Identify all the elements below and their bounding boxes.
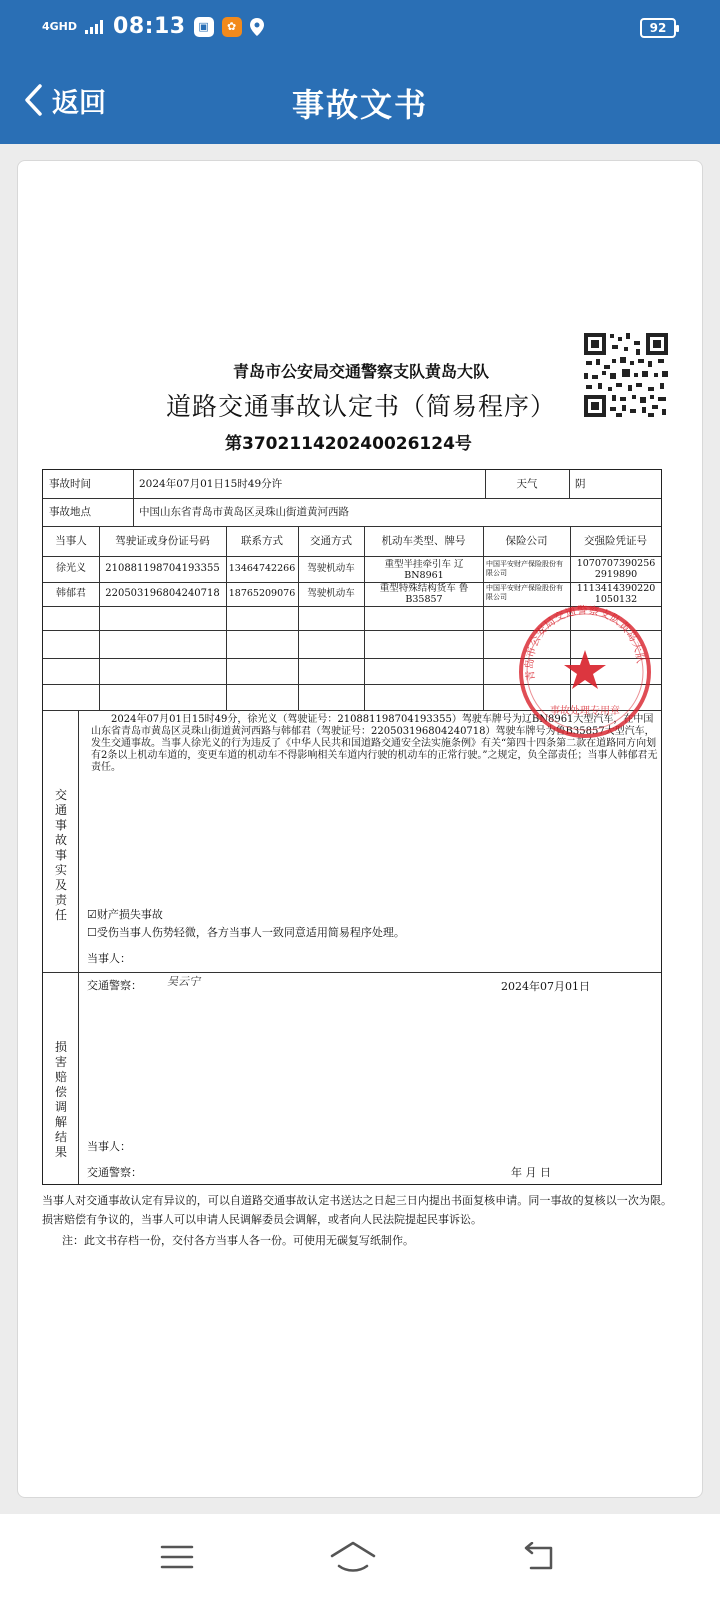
status-bar — [0, 0, 720, 58]
option-minor-injury: ☐受伤当事人伤势轻微，各方当事人一致同意适用简易程序处理。 — [87, 926, 405, 939]
signal-icon — [85, 20, 103, 34]
party-1-insurer: 中国平安财产保险股份有限公司 — [486, 560, 563, 577]
header-mode: 交通方式 — [310, 535, 352, 547]
document-card — [17, 160, 703, 1498]
review-notice: 当事人对交通事故认定有异议的，可以自道路交通事故认定书送达之日起三日内提出书面复核申请。同一事故的复核以一次为限。损害赔偿有争议的，当事人可以申请人民调解委员会调解，或者向人民法院提起民事诉讼。 — [42, 1194, 672, 1226]
compensation-officer-label: 交通警察： — [87, 1166, 142, 1179]
party-1-policy: 10707073902562919890 — [576, 558, 656, 580]
party-2-id: 220503196804240718 — [105, 588, 220, 599]
header-insurer: 保险公司 — [505, 535, 548, 547]
svg-text:青岛市公安局交通警察支队黄岛大队: 青岛市公安局交通警察支队黄岛大队 — [523, 604, 647, 682]
accident-time: 2024年07月01日15时49分许 — [139, 478, 283, 490]
accident-document — [18, 161, 704, 1499]
facts-party-label: 当事人： — [87, 952, 131, 965]
app-notification-icon: ▣ — [194, 17, 214, 37]
status-left — [42, 14, 264, 39]
party-1-name: 徐光义 — [56, 563, 86, 574]
back-label: 返回 — [52, 87, 106, 119]
back-nav-icon — [519, 1542, 557, 1572]
label-accident-time: 事故时间 — [49, 478, 91, 490]
label-location: 事故地点 — [49, 506, 91, 518]
document-number: 第370211420240026124号 — [225, 434, 472, 454]
header-party: 当事人 — [55, 535, 87, 547]
label-weather: 天气 — [516, 478, 538, 490]
system-nav-bar — [0, 1514, 720, 1600]
compensation-section-label: 损害赔偿调解结果 — [54, 1040, 67, 1159]
party-1-mode: 驾驶机动车 — [307, 563, 355, 574]
document-title: 道路交通事故认定书（简易程序） — [165, 392, 556, 421]
menu-icon — [160, 1544, 194, 1570]
location-icon — [250, 18, 264, 36]
facts-officer-label: 交通警察： — [87, 979, 142, 992]
party-2-phone: 18765209076 — [228, 588, 296, 599]
accident-form-table — [42, 469, 662, 1185]
archive-note: 注：此文书存档一份，交付各方当事人各一份。可使用无碳复写纸制作。 — [62, 1234, 414, 1247]
header-contact: 联系方式 — [241, 535, 283, 547]
officer-signature: 吴云宁 — [167, 975, 200, 988]
accident-location: 中国山东省青岛市黄岛区灵珠山街道黄河西路 — [139, 506, 349, 518]
party-2-name: 韩郁君 — [56, 588, 86, 599]
facts-section-label: 交通事故事实及责任 — [54, 788, 67, 922]
party-2-mode: 驾驶机动车 — [307, 588, 355, 599]
party-2-insurer: 中国平安财产保险股份有限公司 — [486, 584, 563, 601]
accident-facts: 2024年07月01日15时49分，徐光义（驾驶证号：210881198704193355）驾驶车牌号为辽BN8961大型汽车，在中国山东省青岛市黄岛区灵珠山街道黄河西路与韩郁君（驾驶证号：220503196804240718）驾驶车牌号为鲁B35857大型汽车，发生交通事故。当事人徐光义的行为违反了《中华人民共和国道路交通安全法实施条例》有关“第四十四条第二款在道路同方向划有2条以上机动车道的，变更车道的机动车不得影响相关车道内行驶的机动车的正常行驶。”之规定，负全部责任；当事人韩郁君无责任。 — [91, 714, 658, 773]
party-1-phone: 13464742266 — [228, 563, 296, 574]
header-license: 驾驶证或身份证号码 — [115, 535, 210, 547]
agency-name: 青岛市公安局交通警察支队黄岛大队 — [232, 362, 489, 381]
header-policy: 交强险凭证号 — [584, 535, 647, 547]
back-nav-button[interactable] — [508, 1532, 568, 1582]
party-1-id: 210881198704193355 — [105, 563, 220, 574]
network-type: 4GHD — [42, 19, 78, 33]
issue-date: 2024年07月01日 — [501, 980, 590, 993]
option-property-damage: ☑财产损失事故 — [87, 908, 163, 921]
app-bar — [0, 58, 720, 144]
official-seal — [515, 602, 655, 742]
compensation-party-label: 当事人： — [87, 1140, 131, 1153]
battery-icon: 92 — [640, 18, 676, 38]
menu-button[interactable] — [147, 1532, 207, 1582]
clock: 08:13 — [113, 14, 186, 39]
svg-text:事故处理专用章: 事故处理专用章 — [550, 706, 620, 717]
compensation-date: 年 月 日 — [511, 1166, 551, 1179]
header-vehicle: 机动车类型、牌号 — [381, 535, 466, 547]
home-icon — [329, 1540, 377, 1574]
party-2-policy: 11134143902201050132 — [576, 583, 656, 605]
page-title: 事故文书 — [291, 86, 428, 124]
home-button[interactable] — [323, 1532, 383, 1582]
party-2-vehicle: 重型特殊结构货车 鲁B35857 — [379, 583, 469, 605]
weather: 阴 — [575, 478, 586, 490]
app-notification-icon-2: ✿ — [222, 17, 242, 37]
party-1-vehicle: 重型半挂牵引车 辽BN8961 — [384, 559, 464, 581]
